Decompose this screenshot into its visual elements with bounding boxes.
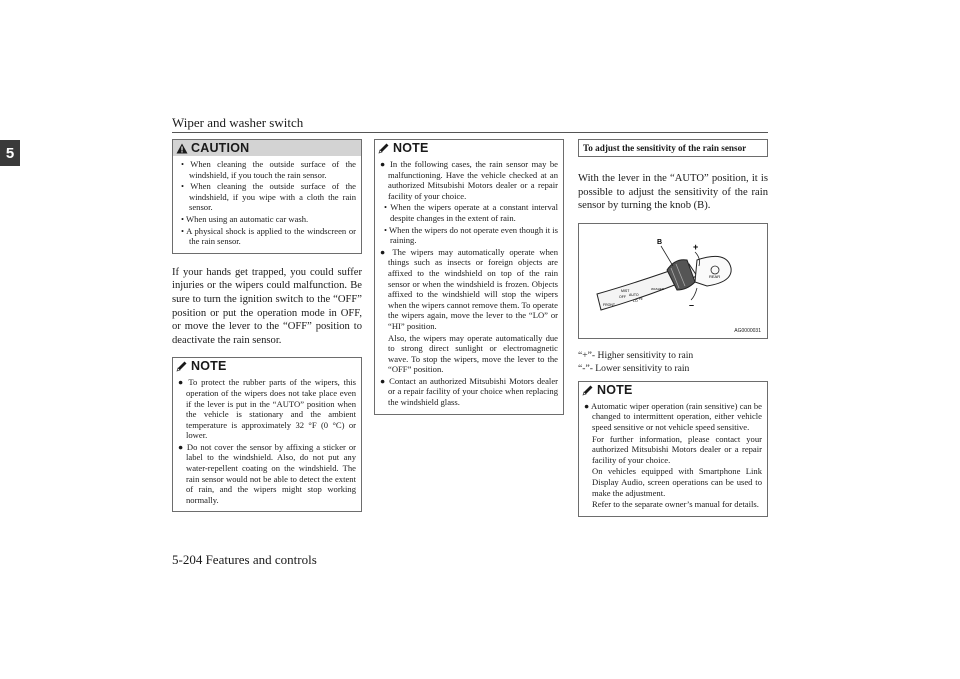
page-number-label: 5-204 Features and controls (172, 552, 317, 567)
note-subitem: • When the wipers do not operate even though it is raining. (384, 224, 558, 246)
body-paragraph: With the lever in the “AUTO” position, it is possible to adjust the sensitivity of the rain sensor by turning the knob (B). (578, 173, 768, 212)
note-item: ● To protect the rubber parts of the wipers, this operation of the wipers does not take place even if the lever is put in the “AUTO” position when the vehicle is stationary and the ambient temperature is approximately 32 °F (0 °C) or lower. (178, 377, 356, 441)
note-label: NOTE (597, 382, 633, 397)
column-1 (172, 139, 362, 524)
sensitivity-legend (578, 349, 768, 375)
figure-text-rear: REAR (709, 273, 721, 279)
note-header (579, 382, 767, 398)
wiper-lever-illustration (578, 223, 768, 339)
caution-item: • When cleaning the outside surface of the windshield, if you wipe with a cloth the rain sensor. (181, 181, 356, 213)
note-pencil-icon (582, 384, 594, 396)
header-divider (172, 132, 768, 133)
note-body (579, 398, 767, 516)
warning-triangle-icon (176, 143, 188, 154)
page-header-title: Wiper and washer switch (172, 115, 304, 130)
figure-text-mist: MIST (621, 288, 630, 293)
sensitivity-lower: “-”- Lower sensitivity to rain (578, 362, 690, 374)
caution-body (173, 156, 361, 253)
note-body (173, 374, 361, 511)
column-3 (578, 139, 768, 529)
figure-text-auto: AUTO (629, 292, 639, 297)
note-pencil-icon (176, 360, 188, 372)
column-2 (374, 139, 564, 427)
note-header (173, 358, 361, 374)
figure-label-minus: – (689, 299, 695, 310)
figure-label-b: B (657, 238, 663, 246)
note-header (375, 140, 563, 156)
figure-text-front: FRONT (603, 302, 616, 307)
note-box (374, 139, 564, 415)
body-paragraph: If your hands get trapped, you could suffer injuries or the wipers could malfunction. Be sure to turn the ignition switch to the “OFF” position or put the operation mode in OFF, or move the lever to the “OFF” position to deactivate the rain sensor. (172, 266, 362, 346)
note-item: ● Do not cover the sensor by affixing a sticker or label to the windshield. Also, do not put any water-repellent coating on the windshield. The rain sensor would not be able to detect the extent of rain, and the wipers might stop working normally. (178, 441, 356, 505)
note-box (578, 381, 768, 517)
figure-text-lo: LO (633, 298, 638, 303)
note-item: ● The wipers may automatically operate when things such as insects or foreign objects are affixed to the windshield on top of the rain sensor or when the windshield is frozen. Objects affixed to the windshield will stop the wipers when the wipers cannot remove them. To operate the wipers again, move the lever to the “LO” or “HI” position. (380, 246, 558, 331)
chapter-tab: 5 (0, 140, 20, 166)
caution-item: • When using an automatic car wash. (181, 213, 309, 224)
note-continuation: For further information, please contact your authorized Mitsubishi Motors dealer or a repair facility of your choice. (592, 433, 762, 465)
note-body (375, 156, 563, 414)
section-heading: To adjust the sensitivity of the rain sensor (578, 139, 768, 157)
caution-item: • When cleaning the outside surface of the windshield, if you touch the rain sensor. (181, 159, 356, 180)
note-continuation: On vehicles equipped with Smartphone Link Display Audio, screen operations can be used to make the adjustment. (592, 466, 762, 498)
caution-item: • A physical shock is applied to the windscreen or the rain sensor. (181, 225, 356, 247)
caution-header (173, 140, 361, 156)
note-item: ● Automatic wiper operation (rain sensitive) can be changed to intermittent operation, either vehicle speed sensitive or not vehicle speed sensitive. (584, 400, 762, 432)
note-box (172, 357, 362, 512)
note-item: ● Contact an authorized Mitsubishi Motors dealer or a repair facility of your choice when replacing the windshield glass. (380, 375, 558, 408)
note-continuation: Also, the wipers may operate automatically due to strong direct sunlight or electromagnetic wave. To stop the wipers, move the lever to the “OFF” position. (388, 332, 558, 375)
figure-label-plus: + (693, 241, 699, 252)
sensitivity-higher: “+”- Higher sensitivity to rain (578, 349, 694, 361)
note-item: ● In the following cases, the rain sensor may be malfunctioning. Have the vehicle checked at an authorized Mitsubishi Motors dealer or a repair facility of your choice. (380, 159, 558, 201)
figure-text-washer: WASHER (651, 286, 665, 291)
caution-box (172, 139, 362, 254)
note-label: NOTE (393, 141, 429, 155)
wiper-lever-drawing (579, 224, 767, 338)
figure-text-hi: HI (639, 296, 643, 301)
note-label: NOTE (191, 359, 227, 374)
note-pencil-icon (378, 142, 390, 154)
note-subitem: • When the wipers operate at a constant interval despite changes in the extent of rain. (384, 202, 558, 223)
caution-label: CAUTION (191, 141, 250, 155)
figure-text-off: OFF (619, 294, 626, 299)
note-continuation: Refer to the separate owner’s manual for details. (592, 499, 759, 510)
figure-code: AG0000031 (734, 327, 761, 334)
